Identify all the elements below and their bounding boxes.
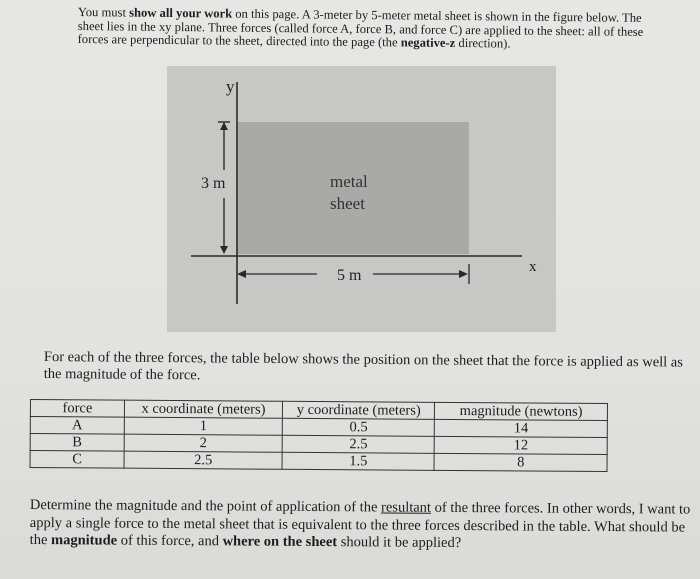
cell-y: 0.5 xyxy=(282,418,434,436)
cell-y: 1.5 xyxy=(282,452,434,470)
question-text-4: should it be applied? xyxy=(337,534,462,552)
cell-magnitude: 14 xyxy=(435,419,608,437)
height-dimension-label: 3 m xyxy=(201,175,226,192)
intro-text-2: on this page. A 3-meter by 5-meter metal sheet is shown in the figure below. The sheet lies in the xy plane. Three forces (called force A, force B, and force C) are applied to the sheet: all of these forces are perpendicular to the sheet, directed into the page (the xyxy=(77,6,644,50)
intro-bold-show-work: show all your work xyxy=(129,5,233,21)
x-axis-label: x xyxy=(529,259,537,275)
question-bold-where: where on the sheet xyxy=(222,533,338,551)
intro-text-3: direction). xyxy=(455,35,511,51)
forces-table xyxy=(30,399,608,472)
table-description-paragraph: For each of the three forces, the table below shows the position on the sheet that the force is applied as well as the magnitude of the force. xyxy=(43,349,683,384)
cell-x: 1 xyxy=(124,417,282,435)
cell-magnitude: 8 xyxy=(434,453,607,471)
question-text-2: of the three forces. In other words, I want to apply a single force to the metal sheet that is equivalent to the three forces described in the table. What should be the xyxy=(29,499,691,549)
width-dim-arrow-left xyxy=(237,270,246,278)
table-row xyxy=(30,451,607,472)
width-dim-arrow-right xyxy=(459,270,468,278)
metal-sheet-figure xyxy=(167,66,556,332)
sheet-label-line2: sheet xyxy=(330,194,365,213)
height-dim-arrow-down xyxy=(220,246,228,254)
question-text-3: of this force, and xyxy=(117,532,223,550)
cell-force: B xyxy=(30,434,124,452)
question-paragraph xyxy=(30,497,695,554)
intro-bold-negative-z: negative-z xyxy=(400,35,456,50)
figure-drawing xyxy=(167,66,556,332)
y-axis-label: y xyxy=(226,77,235,96)
header-x-coordinate: x coordinate (meters) xyxy=(124,400,282,418)
question-underline-resultant: resultant xyxy=(381,499,432,516)
cell-x: 2 xyxy=(124,434,282,452)
sheet-label-line1: metal xyxy=(330,172,368,191)
question-bold-magnitude: magnitude xyxy=(50,532,118,549)
cell-force: C xyxy=(30,451,124,469)
width-dimension-label: 5 m xyxy=(337,267,362,284)
instructions-paragraph xyxy=(78,6,648,52)
cell-magnitude: 12 xyxy=(435,436,608,454)
header-y-coordinate: y coordinate (meters) xyxy=(283,401,435,419)
height-dim-arrow-up xyxy=(220,122,228,130)
header-force: force xyxy=(30,400,124,418)
intro-text-1: You must xyxy=(77,5,130,20)
cell-force: A xyxy=(30,417,124,435)
cell-y: 2.5 xyxy=(282,435,434,453)
header-magnitude: magnitude (newtons) xyxy=(435,402,608,420)
question-text-1: Determine the magnitude and the point of application of the xyxy=(29,497,382,516)
cell-x: 2.5 xyxy=(124,451,282,469)
